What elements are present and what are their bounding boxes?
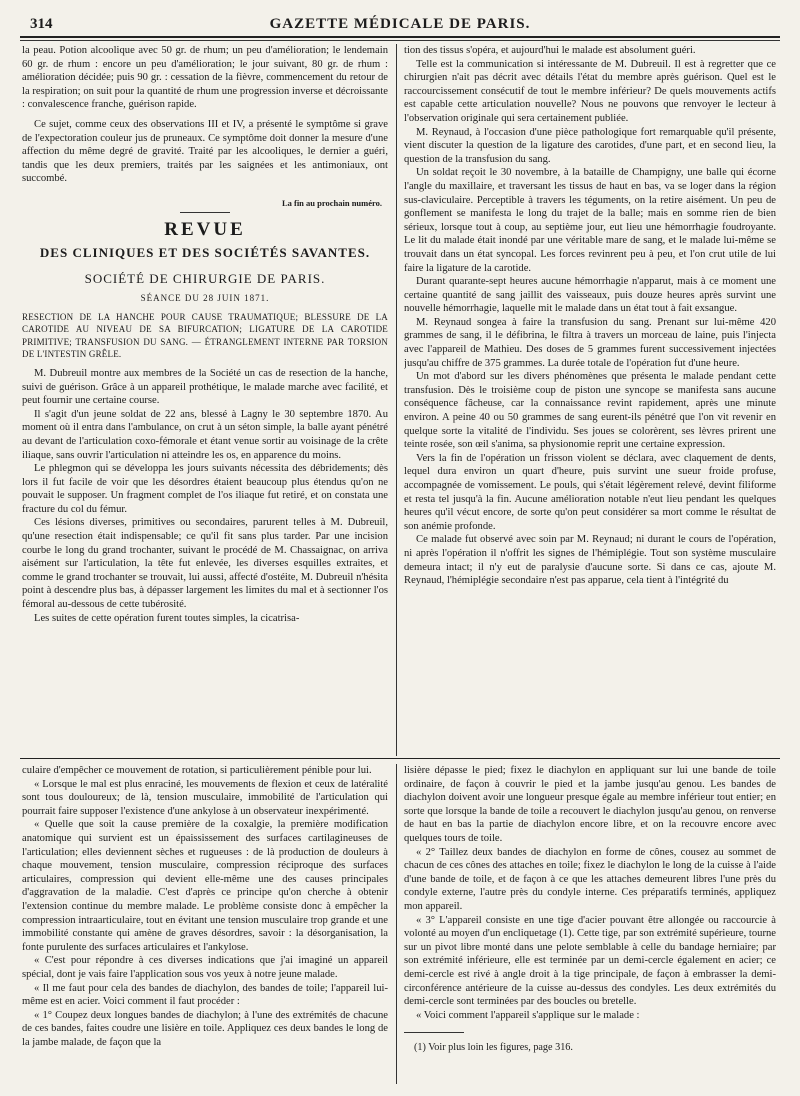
column-rule xyxy=(396,764,397,1084)
paragraph: Telle est la communication si intéressante de M. Dubreuil. Il est à regretter que ce chirurgien n'ait pas décrit avec détails l'état du membre après guérison. Quel est le raccourcissement consécutif de tout le membre inférieur? De quels mouvements actifs est capable cette articulation nouvelle? Nous ne pouvons que renvoyer le lecteur à l'observation originale qui sera certainement publiée. xyxy=(404,58,776,124)
section-title: REVUE xyxy=(164,218,246,240)
paragraph: tion des tissus s'opéra, et aujourd'hui le malade est absolument guéri. xyxy=(404,45,696,56)
upper-section xyxy=(20,44,780,756)
paragraph: Le phlegmon qui se développa les jours suivants nécessita des débridements; dès lors il fut facile de voir que les désordres étaient beaucoup plus étendus qu'on ne pouvait le supposer. Un fragment complet de l'os iliaque fut retiré, et on constata une fracture du col du fémur. xyxy=(22,463,388,515)
page-number: 314 xyxy=(30,16,53,32)
paragraph: culaire d'empêcher ce mouvement de rotation, si particulièrement pénible pour lui. xyxy=(22,765,372,776)
section-subtitle: DES CLINIQUES ET DES SOCIÉTÉS SAVANTES. xyxy=(39,244,371,260)
footnote-rule xyxy=(404,1032,464,1033)
paragraph: M. Reynaud, à l'occasion d'une pièce pathologique fort remarquable qu'il présente, vient discuter la question de la ligature des carotides, d'une part, et en second lieu, la question de la transfusion du sang. xyxy=(404,126,776,165)
paragraph: Vers la fin de l'opération un frisson violent se déclara, avec claquement de dents, lequel dura environ un quart d'heure, puis survint une sueur froide profuse, accompagnée de vomissement. Le pouls, qui s'était légèrement relevé, devint filiforme et resta tel jusqu'à la fin. Aucune amélioration notable n'eut lieu pendant les quelques heures qu'il vécut encore, de sorte qu'on peut considérer sa mort comme le résultat de son anémie profonde. xyxy=(404,452,776,532)
paragraph: Il s'agit d'un jeune soldat de 22 ans, blessé à Lagny le 30 septembre 1870. Au moment où il entra dans l'ambulance, on crut à un séton simple, la balle ayant pénétré au devant de l'articulation coxo-fémorale et étant venue sortir au voisinage de la crête iliaque, sans ouvrir l'articulation ni atteindre les os, en apparence du moins. xyxy=(22,408,388,461)
paragraph: M. Reynaud songea à faire la transfusion du sang. Prenant sur lui-même 420 grammes de sang, il le défibrina, le filtra à travers un morceau de laine, puis l'injecta avec l'appareil de Mathieu. Des doses de 5 grammes furent successivement injectées jusqu'au chiffre de 375 grammes. La durée totale de l'opération fut d'une heure. xyxy=(404,316,776,369)
paragraph: « Il me faut pour cela des bandes de diachylon, des bandes de toile; l'appareil lui-même est en acier. Voici comment il faut procéder : xyxy=(22,982,388,1008)
header-rule xyxy=(20,40,780,41)
paragraph: Un soldat reçoit le 30 novembre, à la bataille de Champigny, une balle qui écorne l'angle du maxillaire, et traversant les tissus de haut en bas, va se loger dans la région sus-claviculaire. Perceptible à travers les téguments, on la retire aisément. Un peu de gonflement se manifesta le long du trajet de la balle; mais en somme rien de bien sérieux, lorsque tout à coup, au septième jour, eut lieu une hémorrhagie foudroyante. Le lit du malade était inondé par une véritable mare de sang, et le malade lui-même se trouvait dans un état syncopal. Les forces revinrent peu à peu, et l'on crut utile de lui faire la ligature de la carotide. xyxy=(404,167,776,274)
lower-section xyxy=(20,764,780,1084)
paragraph: « Voici comment l'appareil s'applique sur le malade : xyxy=(416,1009,640,1021)
newspaper-page xyxy=(20,14,780,1084)
divider xyxy=(180,212,230,213)
paragraph: « 2° Taillez deux bandes de diachylon en forme de cônes, cousez au sommet de chacun de ces cônes des attaches en toile; fixez le diachylon le long de la cuisse à l'aide d'une bande de toile, et de façon à ce que les attaches demeurent libres l'une près du condyle externe, l'autre près du condyle interne. Ces préparatifs terminés, appliquez mon appareil. xyxy=(404,846,776,912)
society-heading: SOCIÉTÉ DE CHIRURGIE DE PARIS. xyxy=(84,270,326,286)
footnote: (1) Voir plus loin les figures, page 316. xyxy=(414,1042,573,1054)
paragraph: « Quelle que soit la cause première de la coxalgie, la première modification anatomique qui survient est un épaississement des surfaces cartilagineuses de l'articulation; elles deviennent sèches et rugueuses : de là production de douleurs à chaque mouvement, tension musculaire, compression réciproque des surfaces articulaires, compression qui devient elle-même une des causes principales d'aggravation de la maladie. C'est d'après ce principe qu'on cherche à obtenir l'extension continue du membre malade. Le problème consiste donc à empêcher la compression intraarticulaire, tout en évitant une tension musculaire trop grande et une immobilité constante qui amène de graves désordres, savoir : la désorganisation, la fonte purulente des surfaces articulaires et l'ankylose. xyxy=(22,819,388,953)
lower-right-column xyxy=(404,764,776,1054)
running-head xyxy=(20,14,780,38)
column-rule xyxy=(396,44,397,756)
paragraph: « 3° L'appareil consiste en une tige d'acier pouvant être allongée ou raccourcie à volonté au moyen d'un encliquetage (1). Cette tige, par son extrémité supérieure, tourne sur un pivot libre monté dans une pelote semblable à celle du bandage herniaire; par son extrémité inférieure, elle est terminée par un demi-cercle également en acier; ce demi-cercle est rivé à angle droit à la tige principale, de façon à embrasser la demi-circonférence antérieure de la cuisse au-dessus des condyles. Les deux extrémités du demi-cercle sont terminées par des boucles ou bretelle. xyxy=(404,914,776,1008)
paragraph: « Lorsque le mal est plus enraciné, les mouvements de flexion et ceux de latéralité sont tous douloureux; de là, tension musculaire, immobilité de l'articulation qui pourrait faire supposer l'existence d'une ankylose à un observateur inexpérimenté. xyxy=(22,778,388,817)
paragraph: M. Dubreuil montre aux membres de la Société un cas de resection de la hanche, suivi de guérison. Grâce à un appareil prothétique, le malade marche avec facilité, et peut fournir une certaine course. xyxy=(22,367,388,407)
paragraph: Ce sujet, comme ceux des observations III et IV, a présenté le symptôme si grave de l'expectoration couleur jus de pruneaux. Ce symptôme doit donner la mesure d'une affection du même degré de gravité. Traité par les alcooliques, le dernier a guéri, tandis que les deux premiers, traités par les saignées et les antimoniaux, ont succombé. xyxy=(22,118,388,185)
session-date: SÉANCE DU 28 JUIN 1871. xyxy=(140,292,270,303)
upper-right-column xyxy=(404,44,776,588)
paragraph: « C'est pour répondre à ces diverses indications que j'ai imaginé un appareil spécial, dont je vais faire l'application sous vos yeux à notre jeune malade. xyxy=(22,955,388,980)
paragraph: Ce malade fut observé avec soin par M. Reynaud; ni durant le cours de l'opération, ni après l'opération il n'offrit les signes de l'hémiplégie. Tout son système musculaire demeura intact; il n'y eut de paralysie d'aucune sorte. Si dans ce cas, ajoute M. Reynaud, l'hémiplégie secondaire n'est pas apparue, cela tient à l'intégrité du xyxy=(404,534,776,587)
paragraph: « 1° Coupez deux longues bandes de diachylon; à l'une des extrémités de chacune de ces bandes, faites coudre une lisière en toile. Appliquez ces deux bandes le long de la jambe malade, de façon que la xyxy=(22,1009,388,1048)
paragraph: lisière dépasse le pied; fixez le diachylon en appliquant sur lui une bande de toile ordinaire, de façon à couvrir le pied et la jambe jusqu'au genou. Les bandes de diachylon doivent avoir une longueur presque égale au membre inférieur tout entier; en sorte que lorsque la bande de toile a recouvert le diachylon jusqu'au genou, on renverse de haut en bas la partie de diachylon encore libre, et on la recouvre encore avec quelques tours de toile. xyxy=(404,765,776,844)
paragraph: Un mot d'abord sur les divers phénomènes que présenta le malade pendant cette transfusion. Dès le troisième coup de piston une syncope se manifesta sans aucune conséquence fâcheuse, car la connaissance revint rapidement, après une minute environ. A peine 40 ou 50 grammes de sang eurent-ils pénétré que l'on vit revenir en quelque sorte la vitalité de l'individu. Ses joues se colorèrent, ses lèvres prirent une teinte rosée, son œil s'anima, sa physionomie reprit une certaine expression. xyxy=(404,371,776,451)
upper-left-column xyxy=(22,44,388,625)
paragraph: Les suites de cette opération furent toutes simples, la cicatrisa- xyxy=(34,612,300,624)
lower-left-column xyxy=(22,764,388,1049)
paragraph: Ces lésions diverses, primitives ou secondaires, parurent telles à M. Dubreuil, qu'une resection était indispensable; ce qu'il fit sans plus tarder. Par une incision courbe le long du grand trochanter, suivant le procédé de M. Chassaignac, on arriva aisément sur l'articulation, la tête fut enlevée, les diverses esquilles extraites, et comme le grand trochanter se trouvait, lui aussi, affecté d'ostéite, M. Dubreuil n'hésita point à descendre plus bas, à dépasser largement les limites du mal et à sectionner l'os fémoral au-dessous de cette tubérosité. xyxy=(22,517,388,611)
continuation-note: La fin au prochain numéro. xyxy=(281,197,382,208)
section-divider xyxy=(20,758,780,759)
paragraph: Durant quarante-sept heures aucune hémorrhagie n'apparut, mais à ce moment une certaine quantité de sang jaillit des vaisseaux, puis douze heures après survint une nouvelle hémorrhagie, laquelle mit le malade dans un état tout à fait exsangue. xyxy=(404,276,776,315)
journal-title: GAZETTE MÉDICALE DE PARIS. xyxy=(269,16,531,32)
article-summary: RESECTION DE LA HANCHE POUR CAUSE TRAUMATIQUE; BLESSURE DE LA CAROTIDE AU NIVEAU DE SA BIFURCATION; LIGATURE DE LA CAROTIDE PRIMITIVE; TRANSFUSION DU SANG. — ÉTRANGLEMENT INTERNE PAR TORSION DE L'INTESTIN GRÊLE. xyxy=(22,311,388,360)
paragraph: la peau. Potion alcoolique avec 50 gr. de rhum; un peu d'amélioration; le lendemain 60 gr. de rhum : encore un peu d'amélioration; le jour suivant, 80 gr. de rhum : amélioration décidée; puis 90 gr. : cessation de la fièvre, commencement du retour de la respiration; on suit pour la quantité de rhum une progression inverse et décroissante : convalescence franche, guérison rapide. xyxy=(22,45,388,111)
